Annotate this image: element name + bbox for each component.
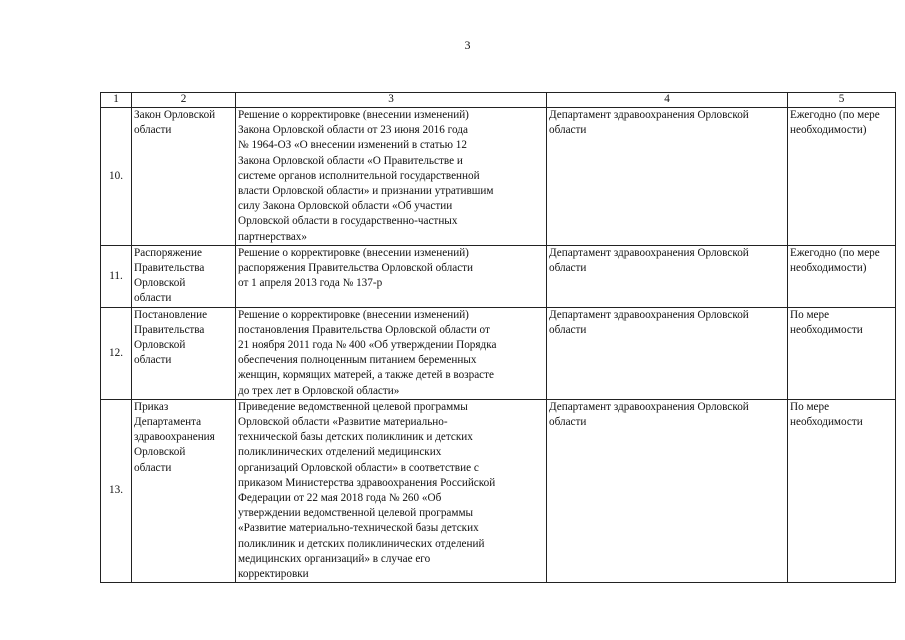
column-header: 2 [132, 93, 236, 108]
column-header: 5 [788, 93, 896, 108]
responsible-party: Департамент здравоохранения Орловской области [547, 245, 788, 307]
row-number: 12. [101, 307, 132, 399]
table-row [101, 108, 896, 246]
responsible-party: Департамент здравоохранения Орловской области [547, 307, 788, 399]
measure-description: Решение о корректировке (внесении изменений) постановления Правительства Орловской области от 21 ноября 2011 года № 400 «Об утверждении Порядка обеспечения полноценным питанием беременных женщин, кормящих матерей, а также детей в возрасте до трех лет в Орловской области» [236, 307, 547, 399]
table-header-row [101, 93, 896, 108]
document-type: Постановление Правительства Орловской области [132, 307, 236, 399]
row-number: 10. [101, 108, 132, 246]
document-type: Закон Орловской области [132, 108, 236, 246]
measure-description: Приведение ведомственной целевой программы Орловской области «Развитие материально- технической базы детских поликлиник и детских поликлинических отделений медицинских организаций Орловской области» в соответствие с приказом Министерства здравоохранения Российской Федерации от 22 мая 2018 года № 260 «Об утверждении ведомственной целевой программы «Развитие материально-технической базы детских поликлиник и детских поликлинических отделений медицинских организаций» в случае его корректировки [236, 399, 547, 582]
deadline: По мере необходимости [788, 307, 896, 399]
measure-description: Решение о корректировке (внесении изменений) распоряжения Правительства Орловской области от 1 апреля 2013 года № 137-р [236, 245, 547, 307]
column-header: 4 [547, 93, 788, 108]
table-row [101, 399, 896, 582]
column-header: 1 [101, 93, 132, 108]
document-type: Распоряжение Правительства Орловской области [132, 245, 236, 307]
table-row [101, 307, 896, 399]
row-number: 13. [101, 399, 132, 582]
deadline: По мере необходимости [788, 399, 896, 582]
responsible-party: Департамент здравоохранения Орловской области [547, 108, 788, 246]
deadline: Ежегодно (по мере необходимости) [788, 245, 896, 307]
row-number: 11. [101, 245, 132, 307]
document-table [100, 92, 896, 583]
page-number: 3 [464, 38, 471, 52]
deadline: Ежегодно (по мере необходимости) [788, 108, 896, 246]
table-row [101, 245, 896, 307]
document-type: Приказ Департамента здравоохранения Орловской области [132, 399, 236, 582]
responsible-party: Департамент здравоохранения Орловской области [547, 399, 788, 582]
column-header: 3 [236, 93, 547, 108]
measure-description: Решение о корректировке (внесении изменений) Закона Орловской области от 23 июня 2016 года № 1964-ОЗ «О внесении изменений в статью 12 Закона Орловской области «О Правительстве и системе органов исполнительной государственной власти Орловской области» и признании утратившим силу Закона Орловской области «Об участии Орловской области в государственно-частных партнерствах» [236, 108, 547, 246]
